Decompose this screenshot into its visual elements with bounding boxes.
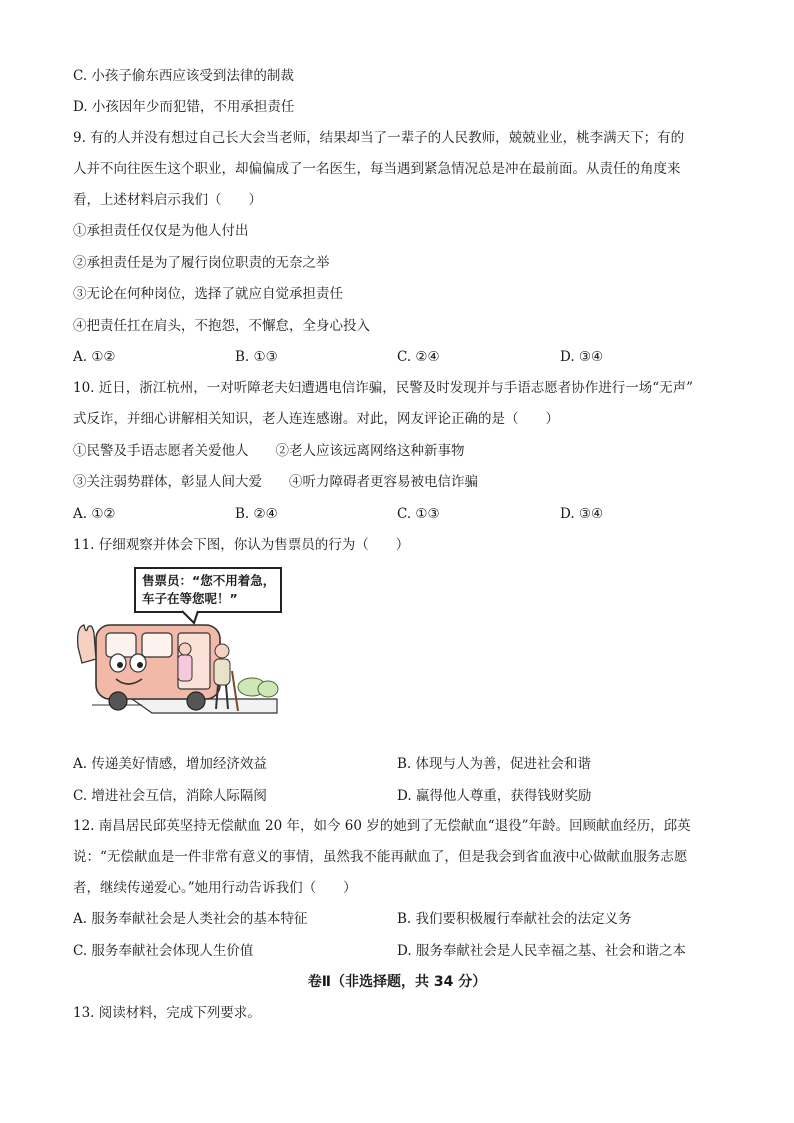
q9-item-4: ④把责任扛在肩头，不抱怨，不懈怠，全身心投入 — [73, 318, 370, 334]
q9-item-3: ③无论在何种岗位，选择了就应自觉承担责任 — [73, 286, 343, 302]
q12-option-c[interactable]: C. 服务奉献社会体现人生价值 — [73, 943, 254, 959]
q10-option-c[interactable]: C. ①③ — [397, 506, 440, 522]
q10-option-d[interactable]: D. ③④ — [560, 506, 604, 522]
q11-option-c[interactable]: C. 增进社会互信，消除人际隔阂 — [73, 788, 267, 804]
q9-stem-line3: 看，上述材料启示我们（ ） — [73, 192, 262, 208]
q11-option-b[interactable]: B. 体现与人为善，促进社会和谐 — [397, 756, 592, 772]
q11-option-a[interactable]: A. 传递美好情感，增加经济效益 — [73, 756, 267, 772]
bubble-line-2: 车子在等您呢！” — [142, 591, 238, 606]
q10-item-row1: ①民警及手语志愿者关爱他人 ②老人应该远离网络这种新事物 — [73, 443, 465, 459]
q9-option-c[interactable]: C. ②④ — [397, 349, 440, 365]
q13-stem: 13. 阅读材料，完成下列要求。 — [73, 1005, 261, 1021]
q9-stem-line1: 9. 有的人并没有想过自己长大会当老师，结果却当了一辈子的人民教师，兢兢业业，桃李满天下；有的 — [73, 130, 685, 146]
q10-item-row2: ③关注弱势群体，彰显人间大爱 ④听力障碍者更容易被电信诈骗 — [73, 474, 478, 490]
q10-option-b[interactable]: B. ②④ — [235, 506, 278, 522]
q11-option-d[interactable]: D. 赢得他人尊重，获得钱财奖励 — [397, 788, 592, 804]
q9-option-b[interactable]: B. ①③ — [235, 349, 278, 365]
q10-stem-line1: 10. 近日，浙江杭州，一对听障老夫妇遭遇电信诈骗，民警及时发现并与手语志愿者协作进行一场“无声” — [73, 380, 694, 396]
q12-stem-line1: 12. 南昌居民邱英坚持无偿献血 20 年，如今 60 岁的她到了无偿献血“退役”年龄。回顾献血经历，邱英 — [73, 818, 691, 834]
q9-item-2: ②承担责任是为了履行岗位职责的无奈之举 — [73, 255, 330, 271]
option-d: D. 小孩因年少而犯错，不用承担责任 — [73, 99, 295, 115]
q12-stem-line3: 者，继续传递爱心。”她用行动告诉我们（ ） — [73, 880, 357, 896]
bus-scene-drawing — [72, 563, 282, 731]
q12-stem-line2: 说：“无偿献血是一件非常有意义的事情，虽然我不能再献血了，但是我会到省血液中心做献血服务志愿 — [73, 849, 688, 865]
q9-option-a[interactable]: A. ①② — [73, 349, 116, 365]
q9-item-1: ①承担责任仅仅是为他人付出 — [73, 223, 249, 239]
section-heading: 卷Ⅱ（非选择题，共 34 分） — [307, 974, 487, 990]
bus-illustration — [72, 563, 282, 731]
q11-stem: 11. 仔细观察并体会下图，你认为售票员的行为（ ） — [73, 537, 410, 553]
q9-option-d[interactable]: D. ③④ — [560, 349, 604, 365]
bubble-line-1: 售票员：“您不用着急， — [142, 573, 276, 588]
q10-option-a[interactable]: A. ①② — [73, 506, 116, 522]
q12-option-a[interactable]: A. 服务奉献社会是人类社会的基本特征 — [73, 911, 308, 927]
option-c: C. 小孩子偷东西应该受到法律的制裁 — [73, 68, 294, 84]
q12-option-d[interactable]: D. 服务奉献社会是人民幸福之基、社会和谐之本 — [397, 943, 686, 959]
q12-option-b[interactable]: B. 我们要积极履行奉献社会的法定义务 — [397, 911, 632, 927]
q10-stem-line2: 式反诈，并细心讲解相关知识，老人连连感谢。对此，网友评论正确的是（ ） — [73, 411, 559, 427]
q9-stem-line2: 人并不向往医生这个职业，却偏偏成了一名医生，每当遇到紧急情况总是冲在最前面。从责任的角度来 — [73, 161, 681, 177]
